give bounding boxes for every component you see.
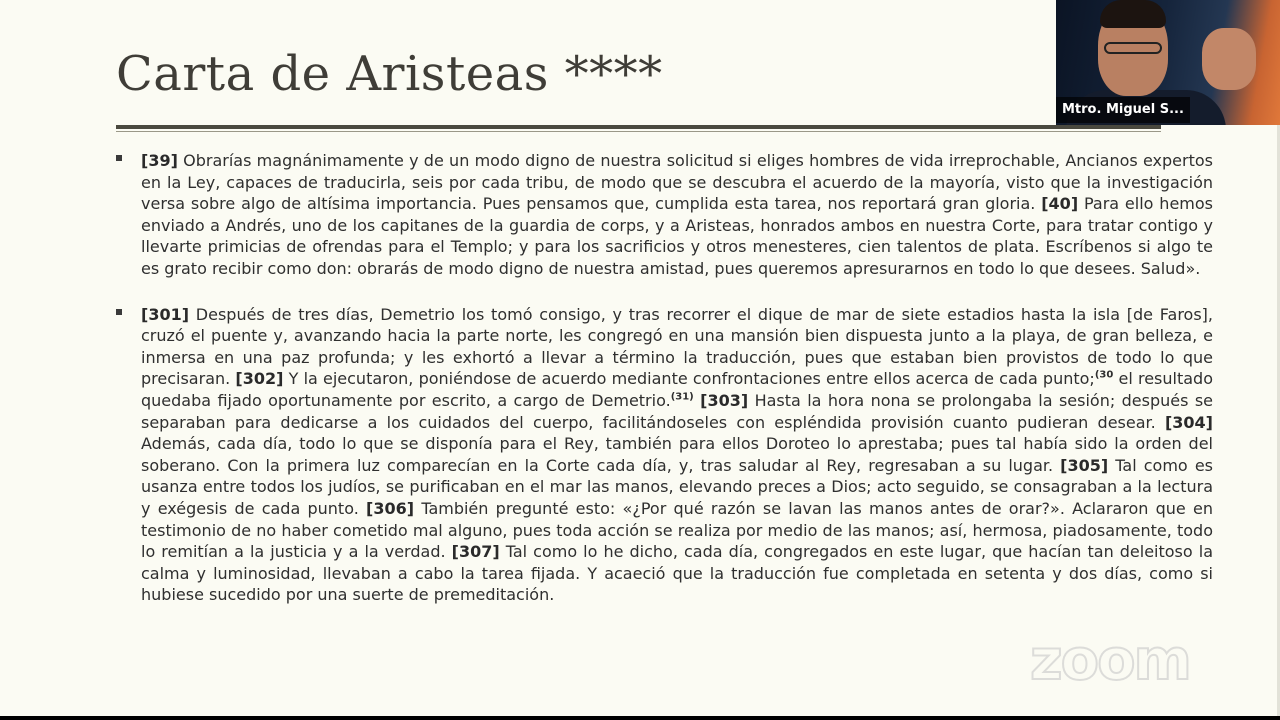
verse-reference: [307] (451, 542, 500, 562)
text-run: Y la ejecutaron, poniéndose de acuerdo mediante confrontaciones entre ellos acerca de cada punto; (283, 369, 1095, 389)
verse-reference: [302] (235, 369, 284, 389)
paragraph-text (141, 151, 1213, 278)
footnote-marker: (30 (1094, 370, 1114, 382)
speaker-glasses (1104, 42, 1162, 54)
bullet-icon (116, 309, 122, 315)
speaker-hair (1100, 0, 1166, 28)
text-run: Hasta la hora nona se prolongaba la sesión; después se separaban para dedicarse a los cuidados del cuerpo, facilitándoseles con espléndida provisión cuanto pudieran desear. (141, 390, 1214, 432)
verse-reference: [301] (141, 304, 190, 324)
paragraph-text (141, 305, 1213, 605)
footnote-marker: (31) (670, 391, 694, 403)
verse-reference: [39] (141, 151, 178, 170)
verse-reference: [305] (1060, 455, 1109, 475)
bullet-paragraph-301-307 (116, 304, 1213, 606)
zoom-watermark-logo: zoom (1030, 628, 1190, 693)
text-run: Para ello hemos enviado a Andrés, uno de los capitanes de la guardia de corps, y a Aristeas, honrados ambos en nuestra Corte, para tratar contigo y llevarte primicias de ofrendas para el Templo; y para los sacrificios y otros menesteres, cien talentos de plata. Escríbenos si algo te es grato recibir como don: obrarás de modo digno de nuestra amistad, pues queremos apresurarnos en todo lo que desees. Salud». (141, 194, 1214, 278)
verse-reference: [306] (366, 498, 415, 518)
verse-reference: [40] (1041, 194, 1079, 214)
text-run: Después de tres días, Demetrio los tomó consigo, y tras recorrer el dique de mar de siete estadios hasta la isla [de Faros], cruzó el puente y, avanzando hacia la parte norte, les congregó en una mansión bien dispuesta junto a la playa, de gran belleza, e inmersa en una paz profunda; y les exhortó a llevar a término la traducción, pues que estaban bien provistos de todo lo que precisaran. (141, 304, 1213, 389)
bullet-icon (116, 155, 122, 161)
text-run: el resultado quedaba fijado oportunamente por escrito, a cargo de Demetrio. (141, 369, 1213, 410)
text-run: Tal como lo he dicho, cada día, congregados en este lugar, que hacían tan deleitoso la calma y luminosidad, llevaban a cabo la tarea fijada. Y acaeció que la traducción fue completada en setenta y dos días, como si hubiese sucedido por una suerte de premeditación. (141, 542, 1213, 605)
title-divider (116, 125, 1161, 129)
participant-name-label: Mtro. Miguel S... (1056, 97, 1190, 123)
slide-body (116, 150, 1213, 630)
verse-reference: [304] (1164, 412, 1213, 432)
text-run: Tal como es usanza entre todos los judíos, se purificaban en el mar las manos, elevando preces a Dios; acto seguido, se consagraban a la lectura y exégesis de cada punto. (141, 455, 1213, 518)
speaker-hand (1202, 28, 1256, 90)
bullet-paragraph-39-40 (116, 150, 1213, 280)
title-divider-thin (116, 131, 1161, 132)
slide-title: Carta de Aristeas **** (116, 46, 663, 102)
verse-reference: [303] (700, 390, 749, 410)
text-run: También pregunté esto: «¿Por qué razón se lavan las manos antes de orar?». Aclararon que en testimonio de no haber cometido mal alguno, pues toda acción se realiza por medio de las manos; así, hermosa, piadosamente, todo lo remitían a la justicia y a la verdad. (141, 498, 1213, 562)
text-run: Además, cada día, todo lo que se disponía para el Rey, también para ellos Doroteo lo aprestaba; pues tal había sido la orden del soberano. Con la primera luz comparecían en la Corte cada día, y, tras saludar al Rey, regresaban a su lugar. (141, 434, 1213, 475)
text-run: Obrarías magnánimamente y de un modo digno de nuestra solicitud si eliges hombres de vida irreprochable, Ancianos expertos en la Ley, capaces de traducirla, seis por cada tribu, de modo que se descubra el acuerdo de la mayoría, visto que la investigación versa sobre algo de altísima importancia. Pues pensamos que, cumplida esta tarea, nos reportará gran gloria. (141, 151, 1213, 214)
